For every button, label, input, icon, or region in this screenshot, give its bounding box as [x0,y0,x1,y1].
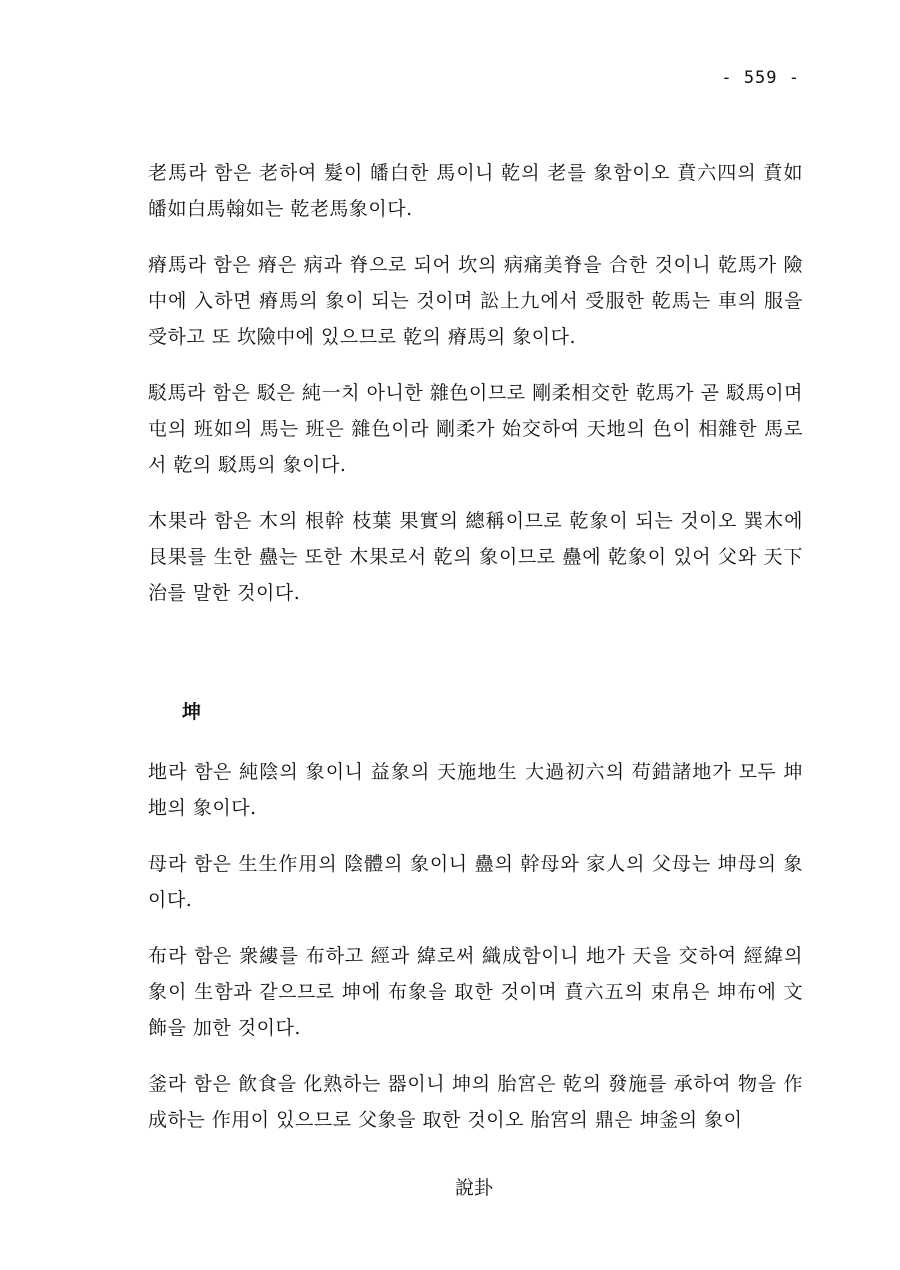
footer-chapter-label: 說卦 [454,1177,493,1199]
paragraph-cauldron: 釜라 함은 飮食을 化熟하는 器이니 坤의 胎宮은 乾의 發施를 承하여 物을 作成하는 作用이 있으므로 父象을 取한 것이오 胎宮의 鼎은 坤釜의 象이 [148,1073,803,1131]
paragraph-old-horse: 老馬라 함은 老하여 髮이 皤白한 馬이니 乾의 老를 象함이오 賁六四의 賁如皤如白馬翰如는 乾老馬象이다. [148,162,803,220]
paragraph-lean-horse: 瘠馬라 함은 瘠은 病과 脊으로 되어 坎의 病痛美脊을 合한 것이니 乾馬가 險中에 入하면 瘠馬의 象이 되는 것이며 訟上九에서 受服한 乾馬는 車의 服을 受하고 또 坎險中에 있으므로 乾의 瘠馬의 象이다. [148,254,803,348]
page-number: - 559 - [721,68,800,88]
paragraph-mother: 母라 함은 生生作用의 陰體의 象이니 蠱의 幹母와 家人의 父母는 坤母의 象이다. [148,853,803,911]
paragraph-cloth: 布라 함은 衆縷를 布하고 經과 緯로써 織成함이니 地가 天을 交하여 經緯의 象이 生함과 같으므로 坤에 布象을 取한 것이며 賁六五의 束帛은 坤布에 文飾을 加한 것이다. [148,945,803,1039]
paragraph-tree-fruit: 木果라 함은 木의 根幹 枝葉 果實의 總稱이므로 乾象이 되는 것이오 巽木에 艮果를 生한 蠱는 또한 木果로서 乾의 象이므로 蠱에 乾象이 있어 父와 天下治를 말한 것이다. [148,510,803,604]
paragraph-piebald-horse: 駁馬라 함은 駁은 純一치 아니한 雜色이므로 剛柔相交한 乾馬가 곧 駁馬이며 屯의 班如의 馬는 班은 雜色이라 剛柔가 始交하여 天地의 色이 相雜한 馬로서 乾의 駁馬의 象이다. [148,382,803,476]
page-body [148,155,803,1158]
section-heading-kun: 坤 [182,701,202,723]
page-footer [0,1173,900,1200]
paragraph-earth: 地라 함은 純陰의 象이니 益象의 天施地生 大過初六의 苟錯諸地가 모두 坤地의 象이다. [148,761,803,819]
